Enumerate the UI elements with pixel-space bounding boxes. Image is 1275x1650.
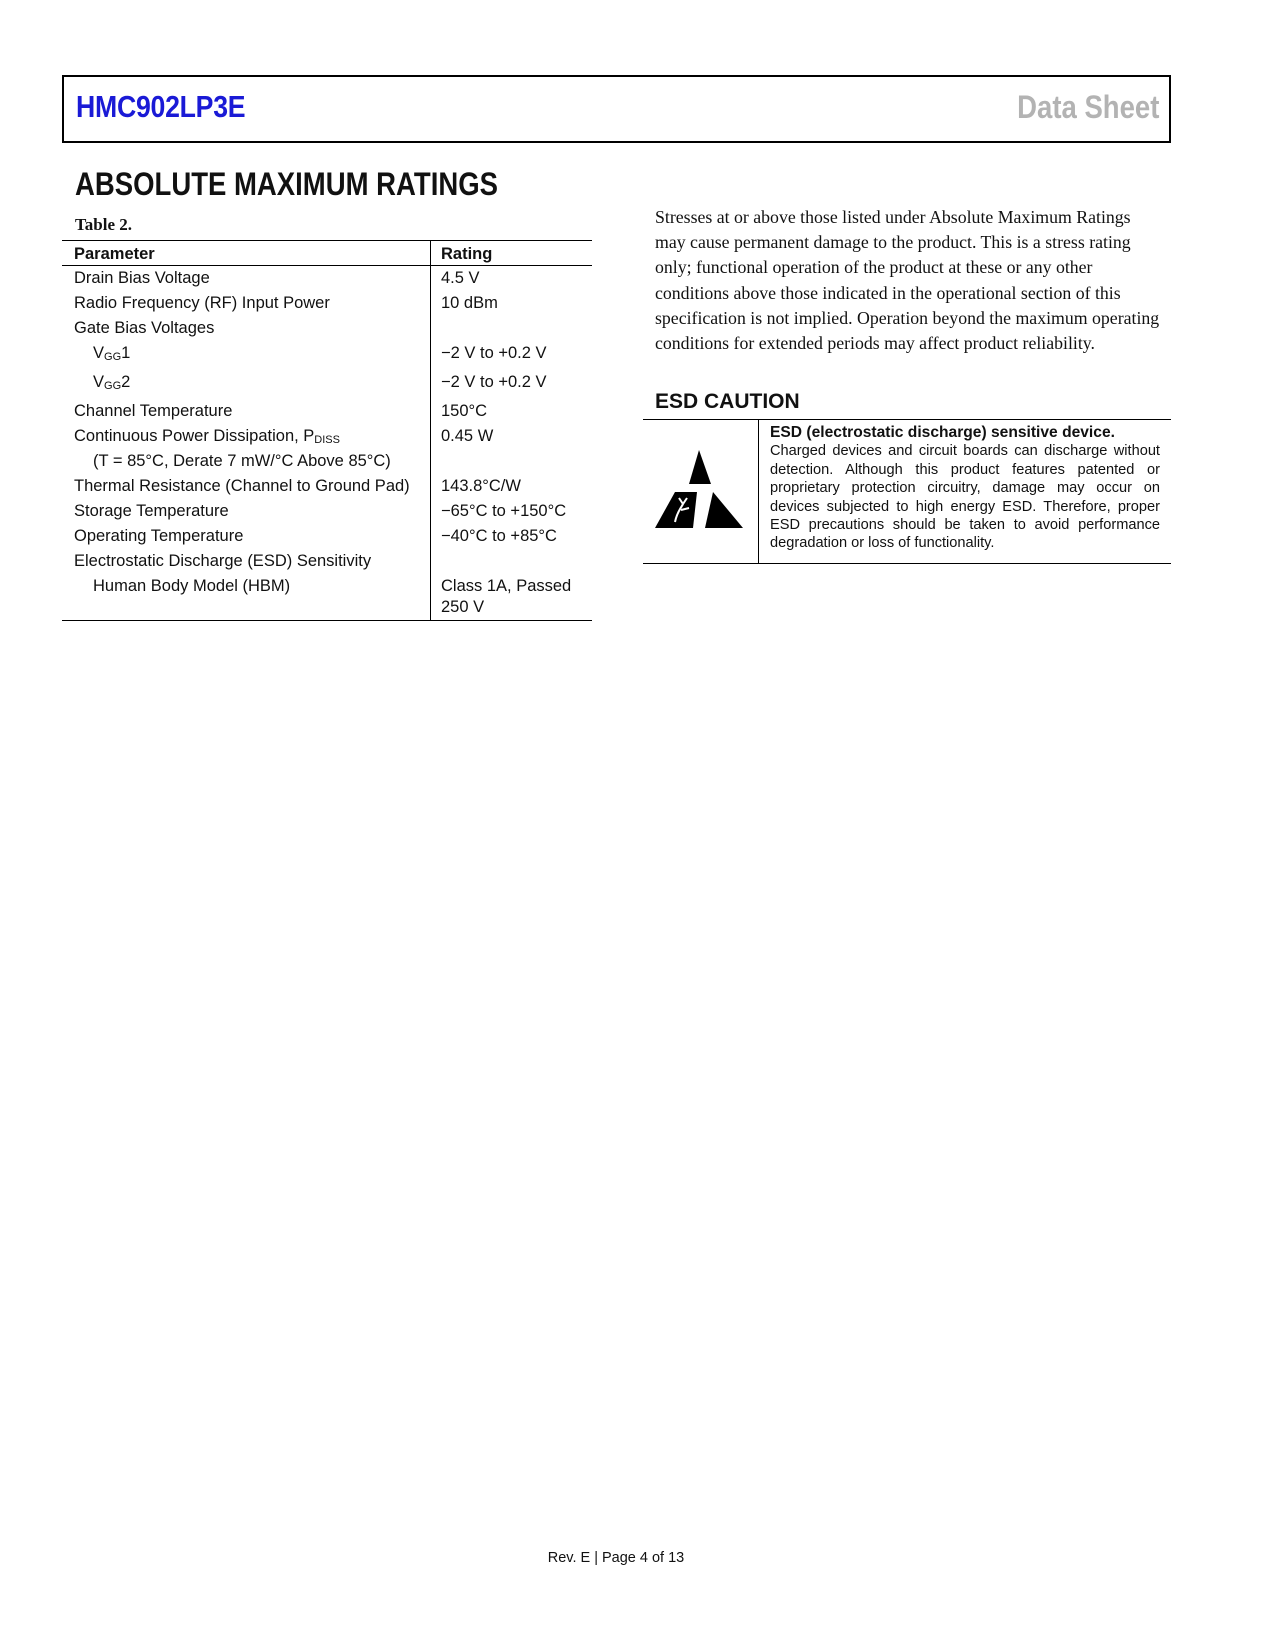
parameter-text: V [93, 373, 105, 391]
rating-cell: 4.5 V [431, 266, 593, 292]
parameter-cell: Radio Frequency (RF) Input Power [74, 294, 330, 312]
stress-paragraph: Stresses at or above those listed under Absolute Maximum Ratings may cause permanent damage to the product. This is a stress rating only; functional operation of the product at these or any other conditions above those indicated in the operational section of this specification is not implied. Operation beyond the maximum operating conditions for extended periods may affect product reliability. [655, 207, 1160, 354]
table-row [62, 291, 592, 316]
parameter-cell: Channel Temperature [74, 402, 233, 420]
table-header-row [62, 241, 592, 266]
esd-warning-icon [653, 448, 745, 530]
section-title: ABSOLUTE MAXIMUM RATINGS [75, 166, 498, 202]
table-row [62, 574, 592, 621]
parameter-cell [62, 370, 431, 399]
rating-cell: −65°C to +150°C [431, 499, 593, 524]
parameter-cell: Storage Temperature [74, 502, 229, 520]
parameter-text: Continuous Power Dissipation, P [74, 427, 315, 445]
table-caption: Table 2. [75, 215, 133, 234]
part-number: HMC902LP3E [76, 89, 246, 124]
rating-line: Class 1A, Passed [441, 577, 572, 595]
parameter-cell [62, 424, 431, 474]
rating-cell: −2 V to +0.2 V [431, 341, 593, 370]
page-footer: Rev. E | Page 4 of 13 [547, 1550, 685, 1566]
parameter-text: Human Body Model (HBM) [93, 577, 291, 595]
table-row [62, 399, 592, 424]
parameter-cell: Thermal Resistance (Channel to Ground Pad) [74, 477, 410, 495]
parameter-subscript: GG [104, 351, 122, 363]
rating-cell: −40°C to +85°C [431, 524, 593, 549]
parameter-text: V [93, 344, 105, 362]
parameter-subscript: DISS [314, 434, 340, 446]
table-row [62, 316, 592, 341]
esd-caution-box [643, 419, 1171, 564]
table-row [62, 499, 592, 524]
table-row [62, 549, 592, 574]
parameter-cell: Gate Bias Voltages [74, 319, 215, 337]
table-row [62, 341, 592, 370]
esd-caution-heading: ESD CAUTION [655, 390, 800, 413]
table-row [62, 370, 592, 399]
column-header-parameter: Parameter [62, 241, 431, 266]
absolute-maximum-ratings-table [62, 240, 592, 621]
parameter-cell: Electrostatic Discharge (ESD) Sensitivity [74, 552, 372, 570]
esd-caution-text [770, 424, 1160, 553]
rating-cell [431, 574, 593, 621]
parameter-suffix: 1 [121, 344, 131, 362]
table-row [62, 424, 592, 474]
rating-cell [431, 549, 593, 574]
rating-line: 250 V [441, 598, 485, 616]
table-row [62, 524, 592, 549]
rating-cell: −2 V to +0.2 V [431, 370, 593, 399]
parameter-cell [62, 341, 431, 370]
esd-caution-body: Charged devices and circuit boards can discharge without detection. Although this product features patented or proprietary protection circuitry, damage may occur on devices subjected to high energy ESD. Therefore, proper ESD precautions should be taken to avoid performance degradation or loss of functionality. [770, 443, 1160, 552]
rating-cell: 10 dBm [431, 291, 593, 316]
rating-cell: 143.8°C/W [431, 474, 593, 499]
table-row [62, 474, 592, 499]
page-header [62, 75, 1171, 143]
rating-cell: 150°C [431, 399, 593, 424]
rating-cell: 0.45 W [431, 424, 593, 474]
column-header-rating: Rating [431, 241, 593, 266]
esd-caution-lead: ESD (electrostatic discharge) sensitive device. [770, 424, 1115, 441]
parameter-cell: Drain Bias Voltage [74, 269, 210, 287]
parameter-suffix: 2 [121, 373, 131, 391]
parameter-condition: (T = 85°C, Derate 7 mW/°C Above 85°C) [93, 452, 391, 470]
rating-cell [431, 316, 593, 341]
esd-box-divider [758, 420, 759, 563]
parameter-subscript: GG [104, 380, 122, 392]
document-type: Data Sheet [1016, 89, 1159, 125]
table-row [62, 266, 592, 292]
parameter-cell: Operating Temperature [74, 527, 244, 545]
parameter-cell [62, 574, 431, 621]
